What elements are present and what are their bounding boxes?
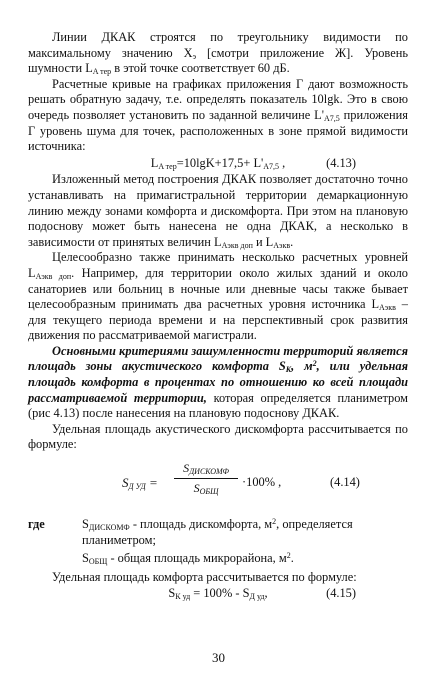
formula-rhs: ·100% , [242,475,282,490]
text: Изложенный метод построения ДКАК позволяет достаточно точно устанавливать на примагистральной территории демаркационную линию между зонами комфорта и дискомфорта. При этом на плановую подоснову может быть нанесена не одна ДКАК, а несколько в зависимости от принятых величин L [28,172,408,249]
text: - общая площадь микрорайона, м [107,551,287,566]
formula-text: S [183,461,190,476]
subscript: ДИСКОМФ [88,523,130,533]
paragraph-2 [28,77,408,155]
numerator [174,461,238,479]
paragraph-1 [28,30,408,77]
text: Расчетные кривые на графиках приложения Г дают возможность решать обратную задачу, т.е. определять показатель 10lgk. Это в свою очередь позволяет установить по заданной величине L' [28,76,408,122]
formula-text: , [264,586,268,601]
text: [смотри приложение Ж]. Уровень шумности L [28,45,408,76]
text: и L [252,234,274,249]
equation-number: (4.14) [330,475,360,490]
text: , определяется планиметром; [82,517,353,547]
superscript: 2 [312,359,317,369]
subscript: ДИСКОМФ [189,467,229,477]
page-number: 30 [212,650,225,665]
where-label: где [28,517,45,532]
denominator [174,479,238,497]
formula-text: S [168,586,176,601]
equation-number: (4.15) [326,586,356,601]
formula-text: =10lgK+17,5+ L' [176,155,264,170]
formula-text: S [193,480,200,495]
subscript: ОБЩ [88,557,108,567]
subscript: Аэкв доп [35,271,72,281]
equation-number: (4.13) [326,155,356,170]
definition-2 [82,551,408,567]
text: S [82,517,89,532]
text: которая определяется планиметром (рис 4.13) после нанесения на плановую подоснову ДКАК. [28,390,409,421]
text: Целесообразно также принимать несколько расчетных уровней L [28,250,408,280]
paragraph-3 [28,172,408,250]
text: в этой точке соответствует 60 дБ. [111,61,290,76]
text: Удельная площадь комфорта рассчитывается по формуле: [52,569,357,584]
text: . Например, для территории около жилых зданий и около санаториев или больниц в ночные или дневные часы также бывает целесообразным принимать два расчетных уровня источника L [28,265,408,312]
subscript: э [192,51,197,61]
text: - площадь дискомфорта, м [129,517,273,532]
subscript: ОБЩ [199,486,219,496]
subscript: Аэкв доп [221,240,253,250]
text: Линии ДКАК строятся по треугольнику видимости по максимальному значению Х [28,30,408,60]
subscript: К уд [175,592,191,602]
superscript: 2 [286,551,291,561]
formula-text: L [150,155,159,170]
page-body [28,30,408,603]
emphasis-text: , или удельная площадь комфорта в процентах по отношению ко всей площади рассматриваемой территории, [28,359,408,405]
subscript: A7,5 [263,161,280,171]
fraction [174,461,238,496]
formula-text: , [279,155,286,170]
subscript: A тер [158,161,177,171]
text: S [82,551,89,566]
text: – для текущего периода времени и на перспективный срок развития движения по рассматриваемой магистрали. [28,297,408,343]
text: . [290,234,294,249]
formula-text: = [145,475,158,491]
formula-text: = 100% - S [190,586,250,601]
subscript: К [285,365,292,375]
formula-4-14 [28,459,408,511]
superscript: 2 [272,517,277,527]
subscript: A7,5 [323,113,340,123]
formula-lhs [122,475,158,491]
text: . [290,551,294,566]
emphasis-text: Основными критериями зашумленности территорий является площадь зоны акустического комфорта S [28,343,408,374]
subscript: Аэкв [273,240,291,250]
emphasis-text: , м [291,359,313,374]
text: Удельная площадь акустического дискомфорта рассчитывается по формуле: [28,421,408,452]
text: приложения Г уровень шума для точек, расположенных в зоне прямой видимости источника: [28,107,409,154]
subscript: A тер [92,67,112,77]
definition-1 [82,517,408,548]
paragraph-4 [28,250,408,344]
subscript: Д уд [249,592,265,602]
paragraph-5 [28,344,408,422]
paragraph-7 [28,570,408,586]
definitions [28,517,408,567]
formula-text: S [122,475,129,491]
subscript: Аэкв [379,303,396,313]
subscript: Д УД [128,482,146,492]
paragraph-6 [28,422,408,453]
formula-4-13 [28,156,408,172]
formula-4-15 [28,586,408,602]
